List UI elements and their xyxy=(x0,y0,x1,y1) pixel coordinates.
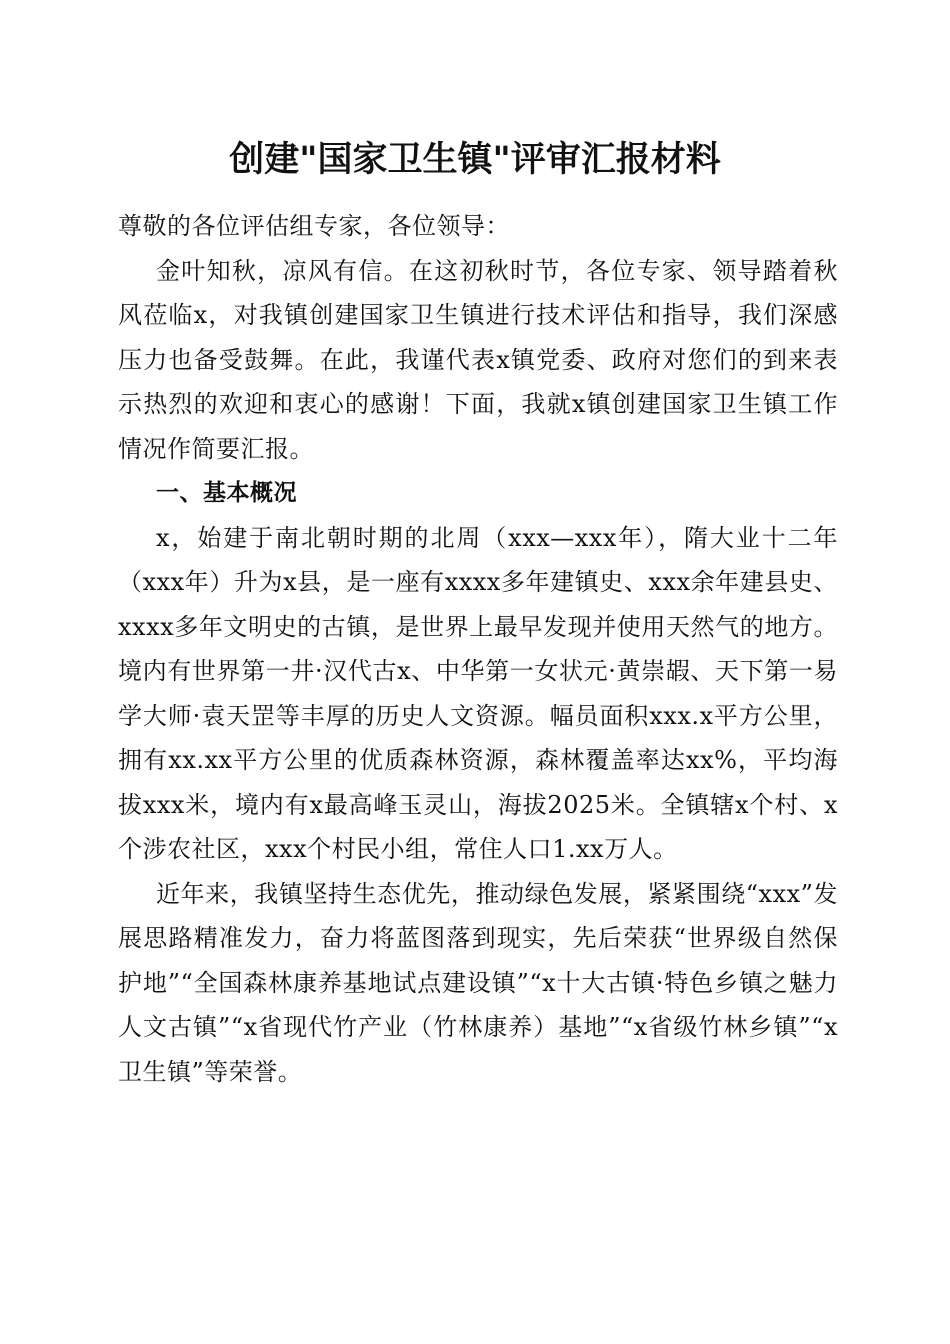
section-heading-basic-overview: 一、基本概况 xyxy=(156,480,297,506)
opening-paragraph: 金叶知秋，凉风有信。在这初秋时节，各位专家、领导踏着秋风莅临x，对我镇创建国家卫生镇进行技术评估和指导，我们深感压力也备受鼓舞。在此，我谨代表x镇党委、政府对您们的到来表示热烈的欢迎和衷心的感谢！下面，我就x镇创建国家卫生镇工作情况作简要汇报。 xyxy=(118,256,838,463)
salutation: 尊敬的各位评估组专家，各位领导： xyxy=(118,212,510,240)
overview-paragraph-1: x，始建于南北朝时期的北周（xxx—xxx年），隋大业十二年（xxx年）升为x县，是一座有xxxx多年建镇史、xxx余年建县史、xxxx多年文明史的古镇，是世界上最早发现并使用天然气的地方。境内有世界第一井·汉代古x、中华第一女状元·黄崇嘏、天下第一易学大师·袁天罡等丰厚的历史人文资源。幅员面积xxx.x平方公里，拥有xx.xx平方公里的优质森林资源，森林覆盖率达xx%，平均海拔xxx米，境内有x最高峰玉灵山，海拔2025米。全镇辖x个村、x个涉农社区，xxx个村民小组，常住人口1.xx万人。 xyxy=(118,523,838,863)
document-title: 创建"国家卫生镇"评审汇报材料 xyxy=(229,140,721,180)
document-body xyxy=(118,204,838,1094)
overview-paragraph-2: 近年来，我镇坚持生态优先，推动绿色发展，紧紧围绕“xxx”发展思路精准发力，奋力将蓝图落到现实，先后荣获“世界级自然保护地”“全国森林康养基地试点建设镇”“x十大古镇·特色乡镇之魅力人文古镇”“x省现代竹产业（竹林康养）基地”“x省级竹林乡镇”“x卫生镇”等荣誉。 xyxy=(118,879,838,1086)
